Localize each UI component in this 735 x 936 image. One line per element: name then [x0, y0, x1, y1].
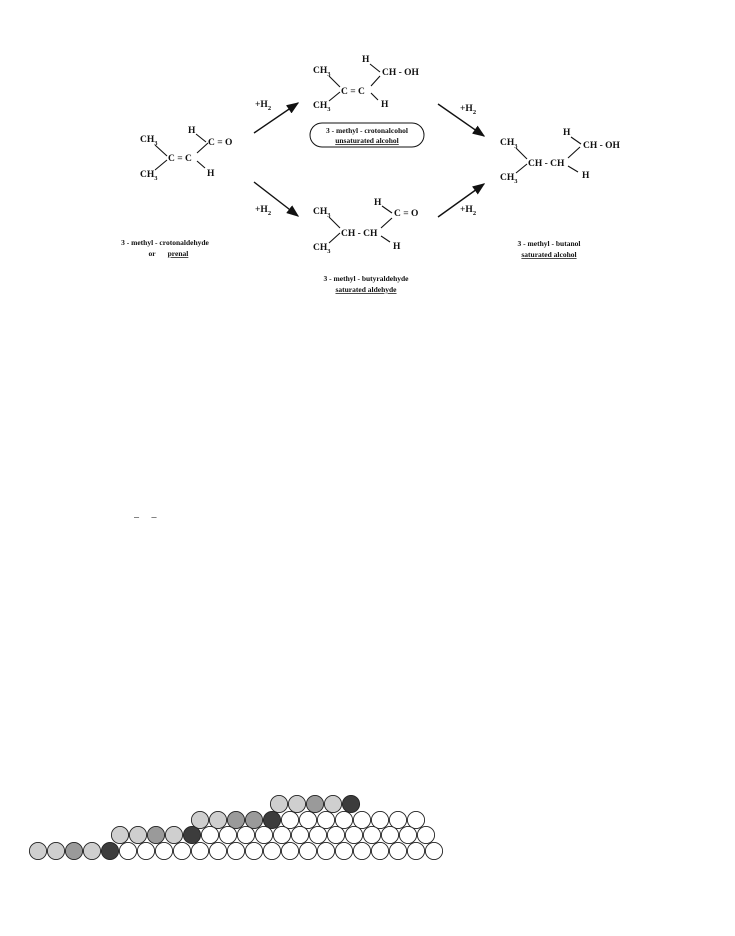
prenal-caption: 3 - methyl - crotonaldehyde	[121, 238, 209, 247]
prenal-caption-name: prenal	[167, 249, 189, 258]
prenal-h-bottom: H	[207, 169, 215, 179]
prenal-structure	[140, 126, 232, 182]
atom-circle	[299, 811, 316, 828]
atom-circle	[417, 826, 434, 843]
stray-marks-text: _ _	[134, 508, 157, 519]
prenal-h-top: H	[188, 126, 196, 136]
butanol-h-top: H	[563, 128, 571, 138]
reagent-label-3: $+H_2$	[460, 104, 477, 116]
prenal-ch3-bottom: $CH_3$	[140, 170, 158, 182]
atom-circle	[371, 842, 388, 859]
atom-circle	[201, 826, 218, 843]
butyraldehyde-ch3-bottom: $CH_3$	[313, 243, 331, 255]
atom-circle	[281, 842, 298, 859]
atom-circle	[191, 811, 208, 828]
atom-circle	[407, 811, 424, 828]
atom-circle	[263, 811, 280, 828]
atom-circle	[227, 811, 244, 828]
atom-circle	[47, 842, 64, 859]
atom-circle	[389, 811, 406, 828]
atom-circle	[245, 811, 262, 828]
prenal-ch3-top: $CH_3$	[140, 135, 158, 147]
atom-circle	[255, 826, 272, 843]
crotonalcohol-cc: C = C	[341, 87, 365, 97]
atom-circle	[209, 811, 226, 828]
atom-circle	[165, 826, 182, 843]
atom-circle	[281, 811, 298, 828]
atom-circle	[353, 842, 370, 859]
butanol-caption: 3 - methyl - butanol	[517, 239, 581, 248]
atom-circle	[173, 842, 190, 859]
atom-circle	[237, 826, 254, 843]
atom-circle	[335, 811, 352, 828]
atom-circle	[288, 795, 305, 812]
crotonalcohol-choh: CH - OH	[382, 68, 419, 78]
atom-circle	[342, 795, 359, 812]
atom-circle	[29, 842, 46, 859]
butanol-structure	[500, 128, 621, 185]
atom-circle	[183, 826, 200, 843]
atom-circle	[425, 842, 442, 859]
crotonalcohol-caption: 3 - methyl - crotonalcohol	[326, 126, 408, 135]
butyraldehyde-structure	[313, 198, 418, 255]
reaction-scheme	[0, 0, 735, 310]
atom-circle	[389, 842, 406, 859]
atom-circle	[317, 842, 334, 859]
prenal-caption-or: or	[148, 249, 156, 258]
atom-circle	[353, 811, 370, 828]
atom-circle	[299, 842, 316, 859]
atom-circle	[219, 826, 236, 843]
crotonalcohol-caption-type: unsaturated alcohol	[335, 136, 399, 145]
butyraldehyde-h-bottom: H	[393, 242, 401, 252]
atom-circle	[65, 842, 82, 859]
atom-circle	[83, 842, 100, 859]
atom-circle	[111, 826, 128, 843]
reagent-label-2: $+H_2$	[255, 205, 272, 217]
atom-circle	[345, 826, 362, 843]
butyraldehyde-ch3-top: $CH_3$	[313, 207, 331, 219]
butyraldehyde-co: C = O	[394, 209, 419, 219]
prenal-co: C = O	[208, 138, 233, 148]
butanol-ch3-top: $CH_3$	[500, 138, 518, 150]
atom-circle	[291, 826, 308, 843]
crotonalcohol-structure	[313, 55, 420, 113]
atom-circle	[363, 826, 380, 843]
prenal-cc: C = C	[168, 154, 192, 164]
butyraldehyde-chch: CH - CH	[341, 229, 378, 239]
atomic-step-lattice	[0, 780, 735, 870]
stray-marks	[134, 508, 194, 520]
atom-circle	[191, 842, 208, 859]
atom-circle	[129, 826, 146, 843]
atom-circle	[399, 826, 416, 843]
reagent-label-4: $+H_2$	[460, 205, 477, 217]
butanol-caption-type: saturated alcohol	[521, 250, 577, 259]
atom-circle	[381, 826, 398, 843]
crotonalcohol-ch3-bottom: $CH_3$	[313, 101, 331, 113]
atom-circle	[407, 842, 424, 859]
butanol-h-bottom: H	[582, 171, 590, 181]
atom-circle	[119, 842, 136, 859]
atom-circle	[245, 842, 262, 859]
butanol-ch3-bottom: $CH_3$	[500, 173, 518, 185]
atom-circle	[317, 811, 334, 828]
crotonalcohol-h-top: H	[362, 55, 370, 65]
butyraldehyde-caption: 3 - methyl - butyraldehyde	[323, 274, 409, 283]
atom-circle	[137, 842, 154, 859]
atom-circle	[371, 811, 388, 828]
butyraldehyde-h-top: H	[374, 198, 382, 208]
atom-circle	[270, 795, 287, 812]
atom-circle	[155, 842, 172, 859]
atom-circle	[335, 842, 352, 859]
atom-circle	[147, 826, 164, 843]
atom-circle	[101, 842, 118, 859]
crotonalcohol-ch3-top: $CH_3$	[313, 66, 331, 78]
atom-circle	[209, 842, 226, 859]
butanol-chch: CH - CH	[528, 159, 565, 169]
butanol-choh: CH - OH	[583, 141, 620, 151]
atom-circle	[324, 795, 341, 812]
atom-circle	[227, 842, 244, 859]
atom-circle	[273, 826, 290, 843]
crotonalcohol-h-bottom: H	[381, 100, 389, 110]
atom-circle	[306, 795, 323, 812]
atom-circle	[327, 826, 344, 843]
atom-circle	[309, 826, 326, 843]
reagent-label-1: $+H_2$	[255, 100, 272, 112]
atom-circle	[263, 842, 280, 859]
butyraldehyde-caption-type: saturated aldehyde	[335, 285, 397, 294]
